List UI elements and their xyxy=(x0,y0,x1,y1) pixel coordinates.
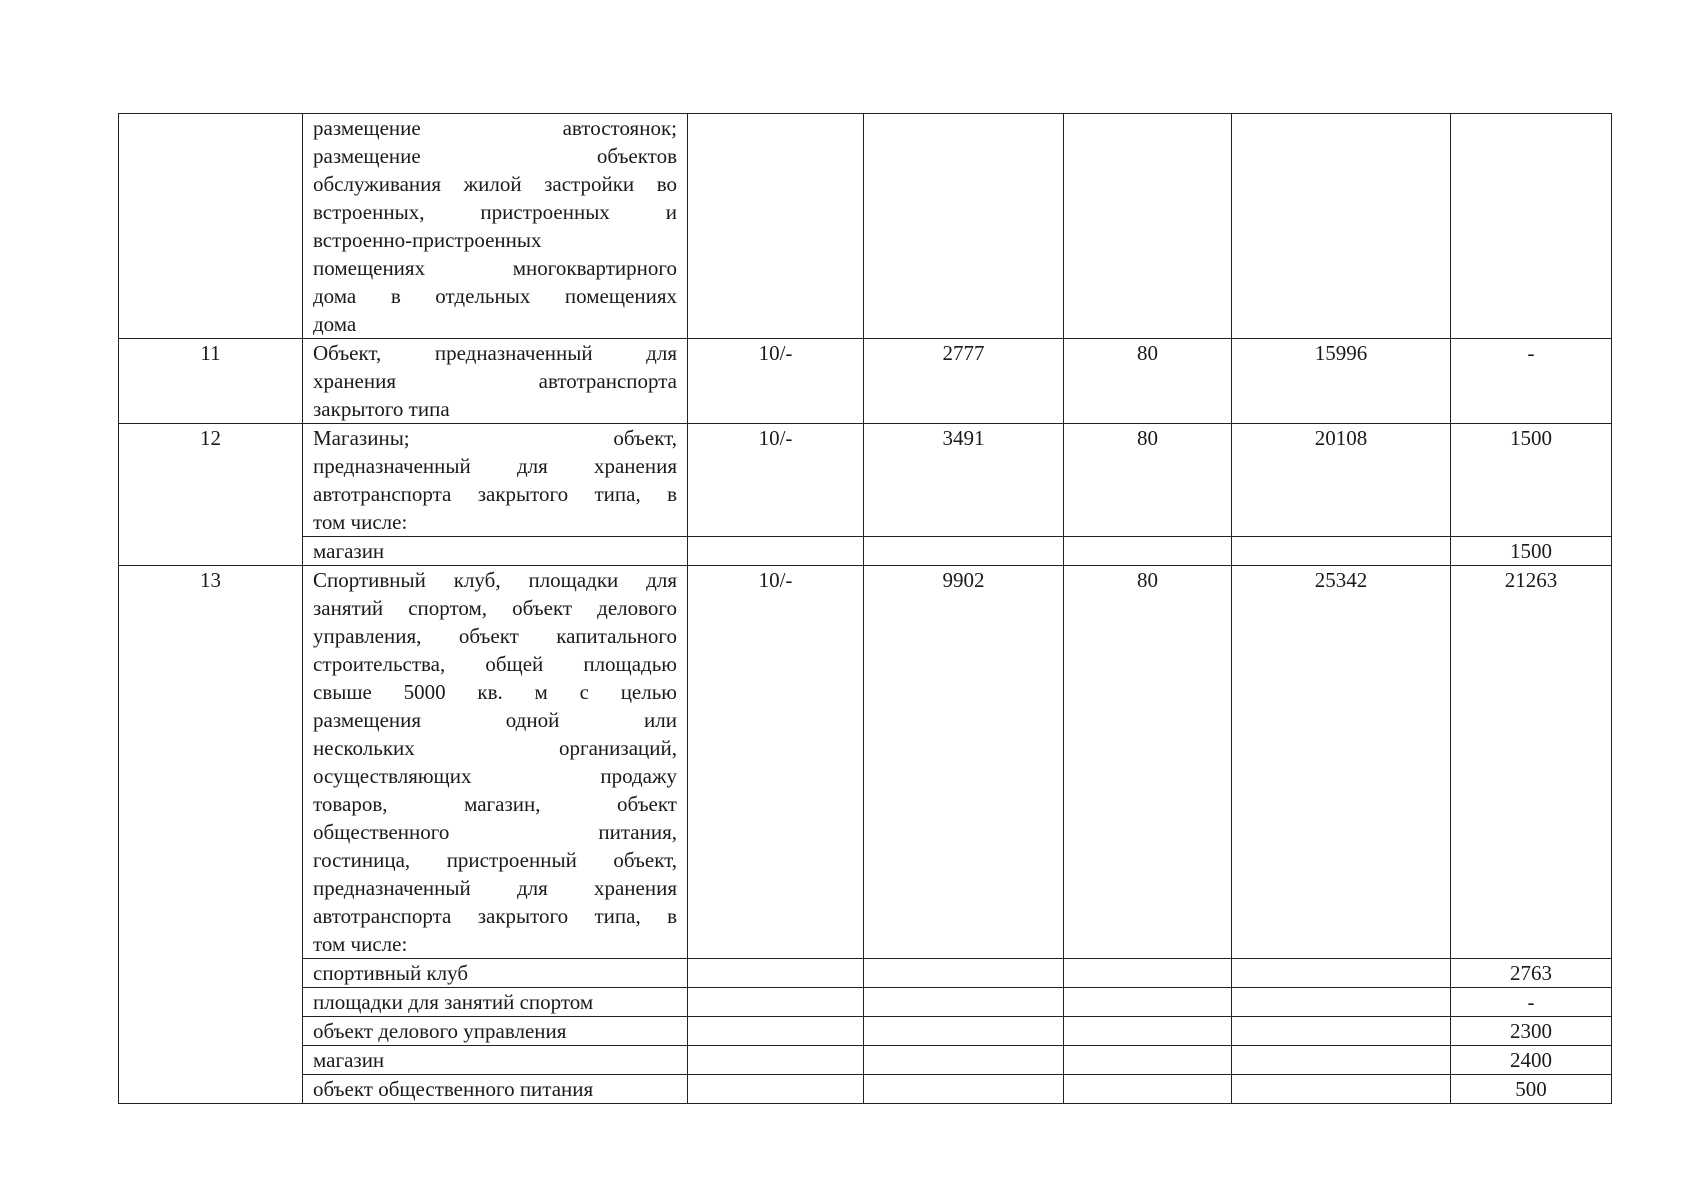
empty-cell xyxy=(1232,1075,1451,1104)
object-area-cell: 21263 xyxy=(1451,566,1612,959)
total-area-cell: 15996 xyxy=(1232,339,1451,424)
empty-cell xyxy=(688,959,864,988)
empty-cell xyxy=(688,1017,864,1046)
row-description xyxy=(303,424,688,537)
sub-row-value: 2763 xyxy=(1451,959,1612,988)
description-line: дома xyxy=(313,312,357,336)
area-cell: 2777 xyxy=(864,339,1064,424)
object-area-cell: 1500 xyxy=(1451,424,1612,537)
description-line: автотранспорта закрытого типа, в xyxy=(313,904,677,928)
object-area-cell xyxy=(1451,114,1612,339)
empty-cell xyxy=(1232,988,1451,1017)
empty-cell xyxy=(864,959,1064,988)
sub-row-value: 2300 xyxy=(1451,1017,1612,1046)
description-line: товаров, магазин, объект xyxy=(313,792,677,816)
total-area-cell xyxy=(1232,114,1451,339)
row-number xyxy=(119,114,303,339)
percent-cell: 80 xyxy=(1064,339,1232,424)
sub-row-value: 500 xyxy=(1451,1075,1612,1104)
sub-row-label: объект делового управления xyxy=(303,1017,688,1046)
empty-cell xyxy=(688,1046,864,1075)
empty-cell xyxy=(864,1017,1064,1046)
sub-row-value: 1500 xyxy=(1451,537,1612,566)
description-line: Объект, предназначенный для xyxy=(313,341,677,365)
empty-cell xyxy=(1232,959,1451,988)
empty-cell xyxy=(864,988,1064,1017)
empty-cell xyxy=(1064,1017,1232,1046)
description-line: размещение автостоянок; xyxy=(313,116,677,140)
description-line: гостиница, пристроенный объект, xyxy=(313,848,677,872)
percent-cell: 80 xyxy=(1064,566,1232,959)
sub-row-label: объект общественного питания xyxy=(303,1075,688,1104)
sub-row xyxy=(119,1017,1612,1046)
description-line: Спортивный клуб, площадки для xyxy=(313,568,677,592)
sub-row-value: - xyxy=(1451,988,1612,1017)
percent-cell xyxy=(1064,114,1232,339)
percent-cell: 80 xyxy=(1064,424,1232,537)
empty-cell xyxy=(1232,1046,1451,1075)
description-line: обслуживания жилой застройки во xyxy=(313,172,677,196)
description-line: размещение объектов xyxy=(313,144,677,168)
description-line: дома в отдельных помещениях xyxy=(313,284,677,308)
sub-row-label: площадки для занятий спортом xyxy=(303,988,688,1017)
data-table xyxy=(118,113,1612,1104)
description-line: том числе: xyxy=(313,510,408,534)
description-line: том числе: xyxy=(313,932,408,956)
description-line: предназначенный для хранения xyxy=(313,876,677,900)
description-line: нескольких организаций, xyxy=(313,736,677,760)
sub-row-value: 2400 xyxy=(1451,1046,1612,1075)
empty-cell xyxy=(864,1075,1064,1104)
empty-cell xyxy=(1064,1075,1232,1104)
empty-cell xyxy=(864,537,1064,566)
description-line: занятий спортом, объект делового xyxy=(313,596,677,620)
row-number: 12 xyxy=(119,424,303,566)
row-number: 13 xyxy=(119,566,303,1104)
description-line: встроенно-пристроенных xyxy=(313,228,542,252)
row-description xyxy=(303,114,688,339)
description-line: автотранспорта закрытого типа, в xyxy=(313,482,677,506)
description-line: размещения одной или xyxy=(313,708,677,732)
area-cell: 3491 xyxy=(864,424,1064,537)
description-line: общественного питания, xyxy=(313,820,677,844)
table-row xyxy=(119,339,1612,424)
description-line: помещениях многоквартирного xyxy=(313,256,677,280)
floors-cell: 10/- xyxy=(688,566,864,959)
floors-cell xyxy=(688,114,864,339)
empty-cell xyxy=(1064,988,1232,1017)
description-line: строительства, общей площадью xyxy=(313,652,677,676)
area-cell: 9902 xyxy=(864,566,1064,959)
description-line: встроенных, пристроенных и xyxy=(313,200,677,224)
description-line: осуществляющих продажу xyxy=(313,764,677,788)
empty-cell xyxy=(1232,537,1451,566)
empty-cell xyxy=(1064,959,1232,988)
row-number: 11 xyxy=(119,339,303,424)
description-line: предназначенный для хранения xyxy=(313,454,677,478)
sub-row xyxy=(119,1046,1612,1075)
description-line: хранения автотранспорта xyxy=(313,369,677,393)
row-description xyxy=(303,339,688,424)
empty-cell xyxy=(688,988,864,1017)
area-cell xyxy=(864,114,1064,339)
empty-cell xyxy=(688,537,864,566)
table-row xyxy=(119,424,1612,537)
table-body xyxy=(119,114,1612,1104)
sub-row-label: магазин xyxy=(303,537,688,566)
description-line: закрытого типа xyxy=(313,397,450,421)
description-line: Магазины; объект, xyxy=(313,426,677,450)
description-line: свыше 5000 кв. м с целью xyxy=(313,680,677,704)
empty-cell xyxy=(688,1075,864,1104)
table-row xyxy=(119,566,1612,959)
description-line: управления, объект капитального xyxy=(313,624,677,648)
sub-row-label: спортивный клуб xyxy=(303,959,688,988)
empty-cell xyxy=(1064,1046,1232,1075)
sub-row xyxy=(119,988,1612,1017)
empty-cell xyxy=(864,1046,1064,1075)
row-description xyxy=(303,566,688,959)
total-area-cell: 20108 xyxy=(1232,424,1451,537)
sub-row xyxy=(119,537,1612,566)
object-area-cell: - xyxy=(1451,339,1612,424)
total-area-cell: 25342 xyxy=(1232,566,1451,959)
sub-row-label: магазин xyxy=(303,1046,688,1075)
floors-cell: 10/- xyxy=(688,339,864,424)
table-row xyxy=(119,114,1612,339)
sub-row xyxy=(119,959,1612,988)
empty-cell xyxy=(1232,1017,1451,1046)
empty-cell xyxy=(1064,537,1232,566)
floors-cell: 10/- xyxy=(688,424,864,537)
sub-row xyxy=(119,1075,1612,1104)
